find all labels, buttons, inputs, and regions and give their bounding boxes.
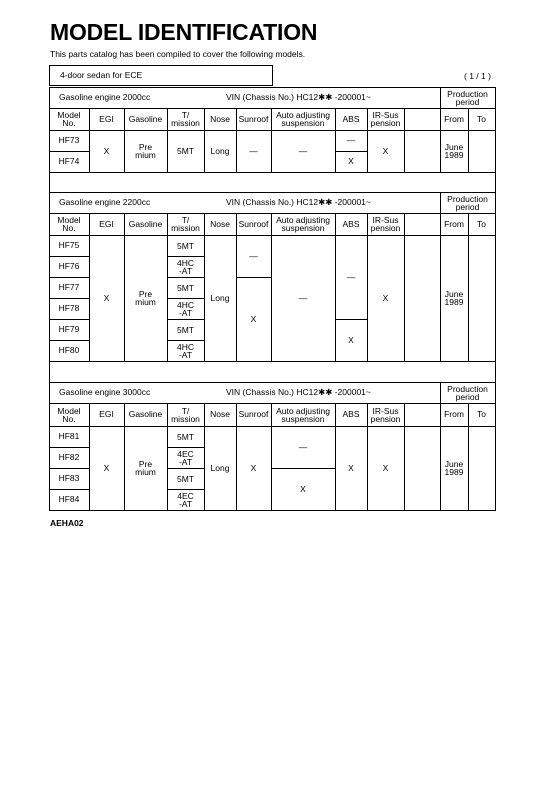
section-3-from-header: From	[444, 409, 464, 419]
section-1-transmission-header: T/ mission	[171, 110, 200, 128]
section-3-bottom-rule	[49, 510, 496, 511]
egi-value: X	[103, 462, 110, 473]
section-3-vin: VIN (Chassis No.) HC12✱✱ -200001~	[226, 387, 371, 397]
model-no: HF75	[58, 240, 80, 250]
auto-suspension-value: —	[298, 145, 308, 156]
section-3-auto-susp-header: Auto adjusting suspension	[276, 405, 330, 424]
model-no: HF76	[58, 261, 80, 271]
section-1-bottom-rule	[49, 172, 496, 173]
gap-right-rule	[495, 361, 496, 383]
section-2-from-header: From	[444, 218, 464, 229]
ir-suspension-value: X	[382, 462, 389, 473]
from-value: June 1989	[444, 459, 464, 477]
page-title: MODEL IDENTIFICATION	[50, 19, 318, 45]
section-2-model-no-header: Model No.	[57, 215, 81, 233]
sunroof-value: —	[249, 145, 258, 156]
nose-value: Long	[210, 145, 230, 156]
section-2-sunroof-header: Sunroof	[238, 218, 269, 229]
to-value	[468, 426, 495, 510]
section-2-bottom-rule	[49, 361, 496, 362]
section-3-model-no-header: Model No.	[57, 405, 81, 424]
section-3-production-period-header: Production period	[447, 383, 488, 402]
auto-suspension-value: X	[300, 483, 306, 494]
section-1-gasoline-header: Gasoline	[128, 113, 163, 124]
gasoline-value: Pre mium	[135, 142, 156, 160]
section-2-right-rule	[495, 192, 496, 362]
model-no: HF78	[58, 303, 80, 313]
section-1-auto-susp-header: Auto adjusting suspension	[276, 110, 330, 128]
section-1-engine: Gasoline engine 2000cc	[59, 92, 151, 102]
section-2-nose-header: Nose	[210, 218, 230, 229]
transmission-value: 4EC -AT	[177, 448, 194, 467]
section-3-to-header: To	[477, 409, 486, 419]
page-subtitle: This parts catalog has been compiled to cover the following models.	[50, 49, 306, 59]
section-2-transmission-header: T/ mission	[171, 215, 200, 233]
auto-suspension-value: —	[298, 441, 308, 452]
section-3-egi-header: EGI	[99, 409, 114, 419]
section-2-col-rule	[404, 213, 405, 361]
gap-left-rule	[49, 151, 50, 193]
section-3-nose-header: Nose	[210, 409, 230, 419]
section-1-model-no-header: Model No.	[57, 110, 81, 128]
gap-left-rule	[49, 361, 50, 383]
nose-value: Long	[210, 462, 230, 473]
section-2-vin: VIN (Chassis No.) HC12✱✱ -200001~	[226, 197, 371, 207]
section-3-abs-header: ABS	[342, 409, 360, 419]
section-1-to-header: To	[477, 113, 486, 124]
section-1-nose-header: Nose	[210, 113, 230, 124]
model-no: HF80	[58, 345, 80, 355]
section-1-abs-header: ABS	[342, 113, 360, 124]
from-value: June 1989	[444, 289, 464, 307]
section-3-sunroof-header: Sunroof	[238, 409, 269, 419]
section-3-ir-susp-header: IR-Sus pension	[370, 405, 401, 424]
section-2-abs-header: ABS	[342, 218, 360, 229]
abs-value: X	[348, 334, 354, 345]
section-1-ir-susp-header: IR-Sus pension	[370, 110, 401, 128]
transmission-value: 5MT	[177, 431, 194, 442]
section-3-transmission-header: T/ mission	[171, 405, 200, 424]
to-value	[468, 130, 495, 172]
section-2-auto-susp-header: Auto adjusting suspension	[276, 215, 330, 233]
model-no: HF74	[58, 156, 80, 166]
transmission-value: 4HC -AT	[176, 299, 194, 318]
model-no: HF83	[58, 473, 80, 483]
transmission-value: 4HC -AT	[176, 341, 194, 360]
auto-suspension-value: —	[298, 292, 308, 303]
model-no: HF81	[58, 431, 80, 441]
abs-value: —	[346, 271, 356, 282]
abs-value: X	[348, 462, 354, 473]
transmission-value: 5MT	[177, 282, 194, 293]
section-3-col-rule	[404, 403, 405, 510]
model-no: HF82	[58, 452, 80, 462]
nose-value: Long	[210, 292, 230, 303]
section-1-egi-header: EGI	[99, 113, 114, 124]
transmission-value: 5MT	[177, 473, 194, 484]
model-no: HF84	[58, 494, 80, 504]
abs-value: —	[346, 135, 356, 145]
gasoline-value: Pre mium	[135, 289, 156, 307]
abs-value: X	[348, 156, 354, 166]
egi-value: X	[103, 292, 110, 303]
sunroof-value: X	[250, 462, 257, 473]
ir-suspension-value: X	[382, 292, 389, 303]
gap-right-rule	[495, 151, 496, 193]
footer-code: AEHA02	[50, 518, 84, 528]
transmission-value: 4EC -AT	[177, 490, 194, 509]
transmission-value: 4HC -AT	[176, 257, 194, 276]
section-2-production-period-header: Production period	[447, 193, 488, 212]
section-1-vin: VIN (Chassis No.) HC12✱✱ -200001~	[226, 92, 371, 102]
section-2-to-header: To	[477, 218, 486, 229]
section-3-right-rule	[495, 382, 496, 511]
to-value	[468, 235, 495, 361]
section-2-egi-header: EGI	[99, 218, 114, 229]
model-no: HF79	[58, 324, 80, 334]
from-value: June 1989	[444, 142, 464, 160]
sunroof-value: —	[249, 250, 258, 261]
page-indicator: ( 1 / 1 )	[464, 71, 491, 81]
section-3-engine: Gasoline engine 3000cc	[59, 387, 151, 397]
section-2-ir-susp-header: IR-Sus pension	[370, 215, 401, 233]
transmission-value: 5MT	[177, 240, 194, 251]
section-2-engine: Gasoline engine 2200cc	[59, 197, 151, 207]
section-2-gasoline-header: Gasoline	[128, 218, 163, 229]
model-no: HF77	[58, 282, 80, 292]
transmission-value: 5MT	[177, 324, 194, 335]
section-1-col-rule	[404, 108, 405, 172]
transmission-value: 5MT	[177, 145, 194, 156]
model-group-label: 4-door sedan for ECE	[49, 65, 273, 86]
section-1-sunroof-header: Sunroof	[238, 113, 269, 124]
sunroof-value: X	[250, 313, 257, 324]
model-no: HF73	[58, 135, 80, 145]
section-1-from-header: From	[444, 113, 464, 124]
section-1-production-period-header: Production period	[447, 88, 488, 107]
section-3-gasoline-header: Gasoline	[128, 409, 163, 419]
ir-suspension-value: X	[382, 145, 389, 156]
egi-value: X	[103, 145, 110, 156]
gasoline-value: Pre mium	[135, 459, 156, 477]
